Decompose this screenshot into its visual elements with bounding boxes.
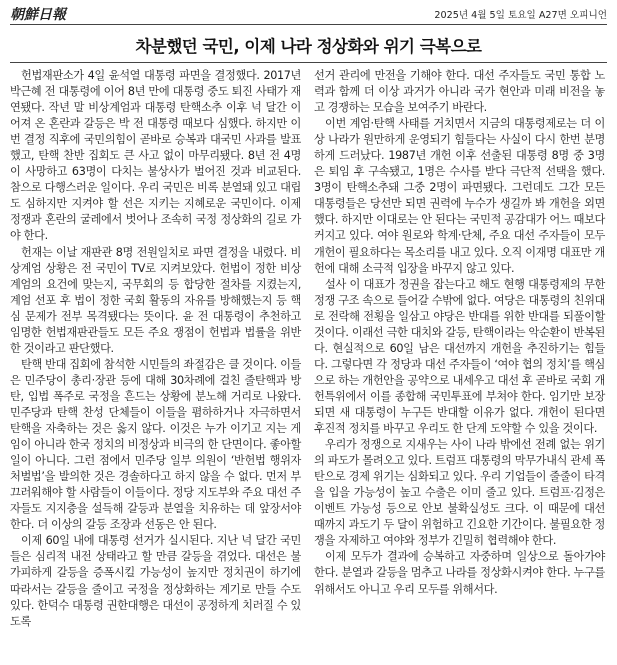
article-paragraph: 우리가 정쟁으로 지새우는 사이 나라 밖에선 전례 없는 위기의 파도가 몰려오고 있다. 트럼프 대통령의 막무가내식 관세 폭탄으로 경제 위기는 심화되고 있다. 우리 기업들이 줄줄이 타격을 입을 가능성이 높고 수출은 이미 줄고 있다. 트럼프·김정은 이벤트 가능성 등으로 안보 불확실성도 크다. 이 때문에 대선 때까지 과도기 두 달이 위험하고 긴요한 기간이다. 불필요한 정쟁을 자제하고 여야와 정부가 긴밀히 협력해야 한다. <box>314 438 605 548</box>
edition-info: 2025년 4월 5일 토요일 A27면 오피니언 <box>434 10 607 21</box>
article-paragraph: 탄핵 반대 집회에 참석한 시민들의 좌절감은 클 것이다. 이들은 민주당이 총리·장관 등에 대해 30차례에 걸친 줄탄핵과 방탄, 입법 폭주로 국정을 흔드는 상황에 분노해 거리로 나왔다. 민주당과 탄핵 찬성 단체들이 이들을 폄하하거나 자극하면서 탄핵을 자축하는 것은 옳지 않다. 이것은 누가 이기고 지는 게임이 아니라 한국 정치의 비정상과 비극의 한 단면이다. 좋아할 일이 아니다. 그런 점에서 민주당 일부 의원이 ‘반헌법 행위자 처벌법’을 발의한 것은 경솔하다고 하지 않을 수 없다. 먼저 부끄러워해야 할 사람들이 이들이다. 정당 지도부와 주요 대선 주자들도 지지층을 설득해 갈등과 분열을 치유하는 데 앞장서야 한다. 더 이상의 갈등 조장과 선동은 안 된다. <box>10 357 301 532</box>
top-divider <box>10 24 607 25</box>
article-paragraph: 헌재는 이날 재판관 8명 전원일치로 파면 결정을 내렸다. 비상계엄 상황은 전 국민이 TV로 지켜보았다. 헌법이 정한 비상계엄의 요건에 맞는지, 국무회의 등 합당한 절차를 지켰는지, 계엄 선포 후 법이 정한 국회 활동의 자유를 방해했는지 등 핵심 문제가 전부 목격됐다는 뜻이다. 윤 전 대통령이 추천하고 임명한 헌법재판관들도 모든 주요 쟁점이 헌법과 법률을 위반한 것이라고 판단했다. <box>10 245 301 355</box>
headline-divider <box>10 62 607 63</box>
masthead <box>10 4 607 26</box>
article-paragraph: 선거 관리에 만전을 기해야 한다. 대선 주자들도 국민 통합 노력과 함께 더 이상 과거가 아니라 국가 현안과 미래 비전을 놓고 경쟁하는 모습을 보여주기 바란다. <box>314 69 605 115</box>
newspaper-logo: 朝鮮日報 <box>10 7 66 23</box>
editorial-headline: 차분했던 국민, 이제 나라 정상화와 위기 극복으로 <box>135 37 482 56</box>
article-paragraph: 이제 60일 내에 대통령 선거가 실시된다. 지난 넉 달간 국민들은 심리적 내전 상태라고 할 만큼 갈등을 겪었다. 대선은 불가피하게 갈등을 증폭시킬 가능성이 높지만 정치권이 하기에 따라서는 갈등을 줄이고 국정을 정상화하는 계기로 만들 수도 있다. 한덕수 대통령 권한대행은 대선이 공정하게 치러질 수 있도록 <box>10 534 301 628</box>
article-column-left <box>10 68 301 630</box>
article-paragraph: 설사 이 대표가 정권을 잡는다고 해도 현행 대통령제의 무한 정쟁 구조 속으로 들어갈 수밖에 없다. 여당은 대통령의 친위대로 전락해 전횡을 일삼고 야당은 반대를 위한 반대를 되풀이할 것이다. 이래선 극한 대치와 갈등, 탄핵이라는 악순환이 반복된다. 현실적으로 60일 남은 대선까지 개헌을 추진하기는 힘들다. 그렇다면 각 정당과 대선 주자들이 ‘여야 협의 정치’를 핵심으로 하는 개헌안을 공약으로 내세우고 대선 후 곧바로 국회 개헌특위에서 이를 종합해 국민투표에 부쳐야 한다. 임기만 보장되면 새 대통령이 누구든 반대할 이유가 없다. 개헌이 된다면 후진적 정치를 바꾸고 우리도 한 단계 도약할 수 있을 것이다. <box>314 277 606 436</box>
article-paragraph: 헌법재판소가 4일 윤석열 대통령 파면을 결정했다. 2017년 박근혜 전 대통령에 이어 8년 만에 대통령 중도 퇴진 사태가 재연됐다. 작년 말 비상계엄과 대통령 탄핵소추 이후 넉 달간 이어져 온 혼란과 갈등은 박 전 대통령 때보다 심했다. 하지만 이번 결정 직후에 국민의힘이 곧바로 승복과 대국민 사과를 발표했고, 탄핵 찬반 집회도 큰 사고 없이 마무리됐다. 8년 전 4명이 사망하고 63명이 다치는 불상사가 벌어진 것과 비교된다. 참으로 다행스러운 일이다. 우리 국민은 비록 분열돼 있고 대립도 심하지만 지켜야 할 선은 지키는 지혜로운 국민이다. 이제 정쟁과 혼란의 굴레에서 벗어나 조속히 국정 정상화의 길로 가야 한다. <box>10 69 302 243</box>
article-paragraph: 이제 모두가 결과에 승복하고 자중하며 일상으로 돌아가야 한다. 분열과 갈등을 멈추고 나라를 정상화시켜야 한다. 누구를 위해서도 아니고 우리 모두를 위해서다. <box>314 550 605 596</box>
article-paragraph: 이번 계엄·탄핵 사태를 거치면서 지금의 대통령제로는 더 이상 나라가 원만하게 운영되기 힘들다는 사실이 다시 한번 분명하게 드러났다. 1987년 개헌 이후 선출된 대통령 8명 중 3명은 퇴임 후 구속됐고, 1명은 수사를 받다 극단적 선택을 했다. 3명이 탄핵소추돼 그중 2명이 파면됐다. 그런데도 그간 모든 대통령들은 당선만 되면 권력에 누수가 생길까 봐 개헌을 외면했다. 하지만 이대로는 안 된다는 국민적 공감대가 어느 때보다 커지고 있다. 여야 원로와 학계·단체, 주요 대선 주자들이 모두 개헌이 필요하다는 목소리를 내고 있다. 오직 이재명 대표만 개헌에 대해 소극적 입장을 바꾸지 않고 있다. <box>314 117 605 275</box>
article-column-right <box>314 68 605 598</box>
